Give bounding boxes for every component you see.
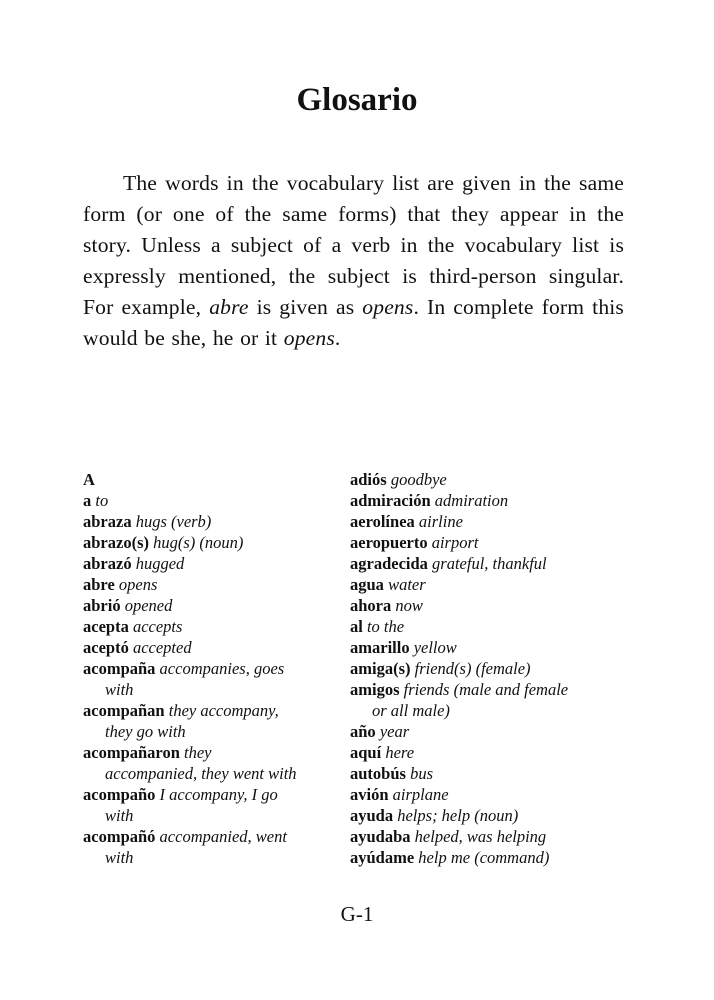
glossary-entry [350, 658, 640, 679]
glossary-column-right [350, 469, 640, 868]
entry-definition: yellow [413, 638, 457, 657]
entry-definition: grateful, thankful [432, 554, 547, 573]
entry-definition: they accompany, they go with [105, 701, 279, 741]
entry-definition: help me (command) [418, 848, 550, 867]
entry-definition: I accompany, I go with [105, 785, 278, 825]
entry-definition: hugs (verb) [135, 512, 212, 531]
entry-term: aquí [350, 743, 382, 762]
entry-term: avión [350, 785, 389, 804]
glossary-entry [350, 469, 640, 490]
entry-term: acompañan [83, 701, 165, 720]
entry-term: año [350, 722, 376, 741]
glossary-entry [350, 532, 640, 553]
entry-term: acompaña [83, 659, 156, 678]
intro-text: . [334, 326, 341, 350]
entry-definition: friend(s) (female) [414, 659, 531, 678]
entry-definition: accepted [132, 638, 192, 657]
entry-term: acompañó [83, 827, 156, 846]
glossary-entry [83, 826, 333, 868]
glossary-entry [350, 847, 640, 868]
glossary-entry [83, 637, 333, 658]
entry-term: amigos [350, 680, 400, 699]
glossary-entry [350, 679, 640, 721]
entry-term: abrió [83, 596, 121, 615]
entry-term: amarillo [350, 638, 410, 657]
glossary-entry [350, 805, 640, 826]
glossary-entry [83, 616, 333, 637]
entry-definition: here [385, 743, 415, 762]
glossary-entry [350, 826, 640, 847]
entry-definition: helped, was helping [414, 827, 547, 846]
entry-term: acompañaron [83, 743, 180, 762]
page-number: G-1 [340, 902, 374, 926]
entry-definition: year [379, 722, 410, 741]
glossary-entry [83, 511, 333, 532]
intro-text: is given as [248, 295, 363, 319]
entry-definition: airplane [392, 785, 449, 804]
entry-term: adiós [350, 470, 387, 489]
intro-paragraph [83, 168, 624, 354]
entry-definition: opened [124, 596, 173, 615]
glossary-entry [83, 553, 333, 574]
entry-term: autobús [350, 764, 406, 783]
entry-definition: accompanied, went with [105, 827, 287, 867]
glossary-entry [83, 532, 333, 553]
glossary-entry [350, 742, 640, 763]
entry-term: a [83, 491, 92, 510]
glossary-entry [83, 658, 333, 700]
glossary-entry [350, 721, 640, 742]
glossary-entry [350, 574, 640, 595]
entry-definition: they accompanied, they went with [105, 743, 297, 783]
glossary-entry [83, 574, 333, 595]
glossary-entry [350, 637, 640, 658]
section-letter: A [83, 470, 95, 489]
entry-term: acompaño [83, 785, 156, 804]
entry-term: abraza [83, 512, 132, 531]
entry-definition: goodbye [390, 470, 447, 489]
intro-italic: opens [362, 295, 414, 319]
entry-term: ahora [350, 596, 392, 615]
glossary-entry [83, 490, 333, 511]
glossary-entry [350, 763, 640, 784]
entry-definition: airline [418, 512, 463, 531]
glossary-entry [350, 553, 640, 574]
intro-text: The words in the vocabulary list are given in the same form (or one of the same forms) that they appear in the story. Unless a subject of a verb in the vocabulary list is expressly mentioned, the subject is third-person singular. For example, [83, 171, 624, 319]
glossary-entry [350, 616, 640, 637]
page-title: Glosario [296, 82, 418, 118]
entry-definition: to the [366, 617, 405, 636]
entry-term: aceptó [83, 638, 129, 657]
entry-term: agradecida [350, 554, 428, 573]
entry-definition: hug(s) (noun) [153, 533, 244, 552]
entry-definition: water [388, 575, 426, 594]
glossary-entry [350, 490, 640, 511]
glossary-column-left [83, 469, 333, 868]
glossary-entry [350, 511, 640, 532]
entry-definition: hugged [135, 554, 185, 573]
entry-definition: airport [431, 533, 479, 552]
entry-definition: accepts [132, 617, 183, 636]
glossary-entry [83, 700, 333, 742]
entry-definition: admiration [434, 491, 509, 510]
glossary-entry [350, 595, 640, 616]
glossary-entry [83, 742, 333, 784]
entry-definition: opens [118, 575, 158, 594]
entry-term: abre [83, 575, 115, 594]
entry-term: aeropuerto [350, 533, 428, 552]
entry-term: admiración [350, 491, 431, 510]
entry-term: agua [350, 575, 384, 594]
entry-definition: bus [410, 764, 433, 783]
intro-italic: opens [283, 326, 335, 350]
entry-term: al [350, 617, 363, 636]
glossary-entry [83, 784, 333, 826]
entry-definition: now [395, 596, 423, 615]
entry-term: ayúdame [350, 848, 415, 867]
entry-definition: accompanies, goes with [105, 659, 285, 699]
glossary-entry [83, 595, 333, 616]
intro-text: . In complete form this would be she, he or it [83, 295, 624, 350]
entry-term: amiga(s) [350, 659, 411, 678]
entry-term: ayudaba [350, 827, 411, 846]
entry-term: abrazó [83, 554, 132, 573]
intro-italic: abre [209, 295, 249, 319]
entry-term: abrazo(s) [83, 533, 149, 552]
entry-term: aerolínea [350, 512, 415, 531]
entry-definition: friends (male and female or all male) [372, 680, 569, 720]
entry-term: ayuda [350, 806, 394, 825]
entry-term: acepta [83, 617, 129, 636]
glossary-entry [350, 784, 640, 805]
entry-definition: to [95, 491, 109, 510]
entry-definition: helps; help (noun) [397, 806, 519, 825]
